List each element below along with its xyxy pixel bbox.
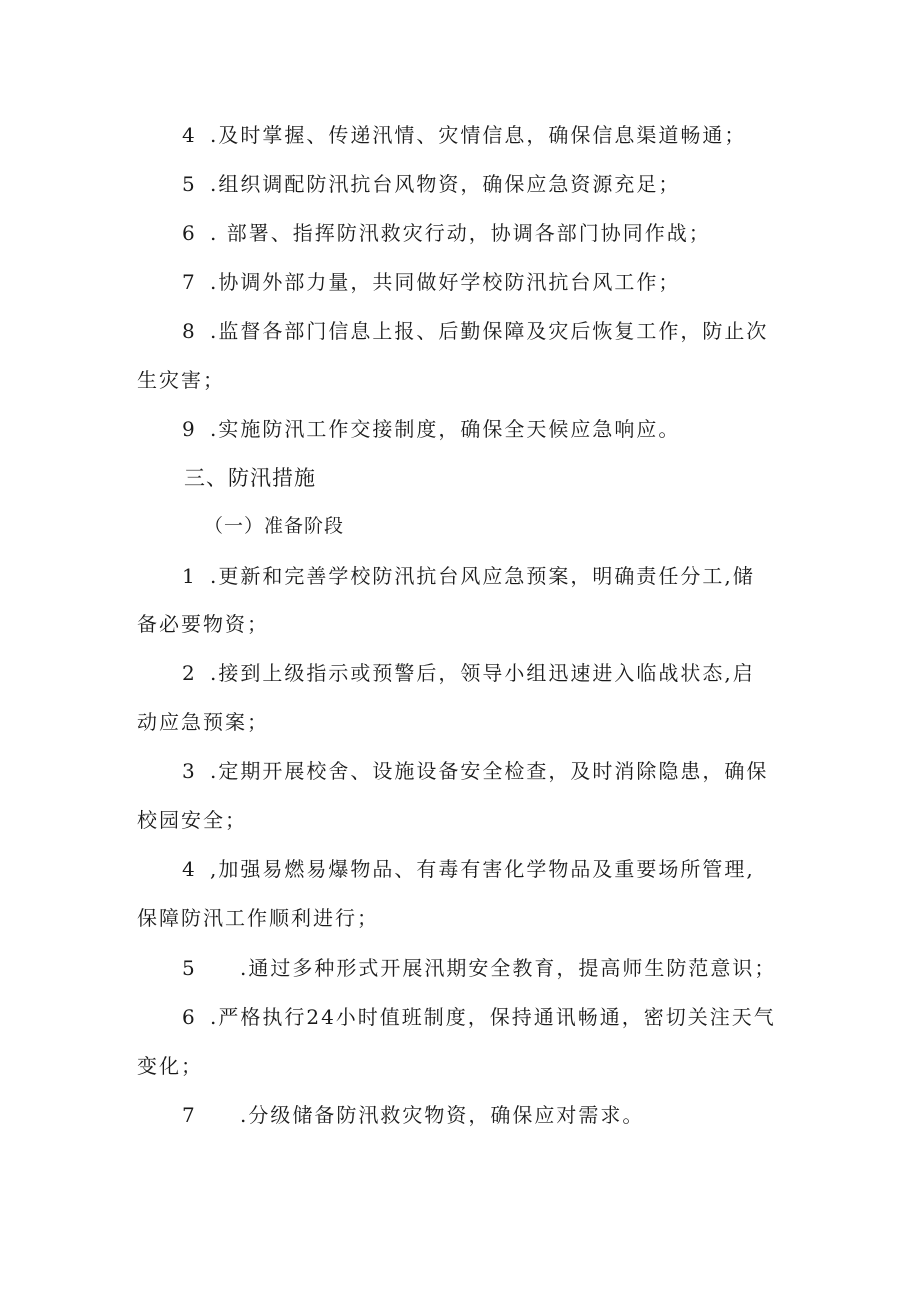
item-text: .更新和完善学校防汛抗台风应急预案，明确责任分工,储 [210, 564, 755, 588]
item-text: .接到上级指示或预警后，领导小组迅速进入临战状态,启 [210, 661, 755, 685]
item-text: ,加强易燃易爆物品、有毒有害化学物品及重要场所管理, [210, 857, 755, 881]
item-number: 5 [182, 172, 197, 196]
item-number: 9 [182, 417, 197, 441]
item-text: .协调外部力量，共同做好学校防汛抗台风工作； [210, 270, 681, 294]
item-text-continued: 生灾害； [137, 368, 225, 392]
item-number: 2 [182, 661, 197, 685]
item-text: .定期开展校舍、设施设备安全检查，及时消除隐患，确保 [210, 759, 769, 783]
item-text-continued: 保障防汛工作顺利进行； [137, 906, 379, 930]
item-text-continued: 校园安全； [137, 808, 247, 832]
item-number: 6 [182, 221, 197, 245]
item-number: 5 [182, 956, 197, 980]
item-number: 8 [182, 319, 197, 343]
subsection-heading-text: （一）准备阶段 [204, 515, 345, 537]
item-text: .实施防汛工作交接制度，确保全天候应急响应。 [210, 417, 681, 441]
item-text: .分级储备防汛救灾物资，确保应对需求。 [240, 1103, 645, 1127]
item-number: 6 [182, 1005, 197, 1029]
item-number: 1 [182, 564, 197, 588]
item-number: 4 [182, 857, 197, 881]
item-text-continued: 备必要物资； [137, 612, 269, 636]
item-number: 3 [182, 759, 197, 783]
item-text: . 部署、指挥防汛救灾行动，协调各部门协同作战； [210, 221, 711, 245]
section-heading-text: 三、防汛措施 [184, 466, 316, 490]
item-text: .及时掌握、传递汛情、灾情信息，确保信息渠道畅通； [210, 123, 747, 147]
item-text: .通过多种形式开展汛期安全教育，提高师生防范意识； [240, 956, 777, 980]
item-text-continued: 变化； [137, 1054, 203, 1078]
item-text: .监督各部门信息上报、后勤保障及灾后恢复工作，防止次 [210, 319, 769, 343]
item-text-continued: 动应急预案； [137, 710, 269, 734]
item-text: .组织调配防汛抗台风物资，确保应急资源充足； [210, 172, 681, 196]
item-number: 7 [182, 270, 197, 294]
item-number: 4 [182, 123, 197, 147]
item-number: 7 [182, 1103, 197, 1127]
item-text: .严格执行24小时值班制度，保持通讯畅通，密切关注天气 [210, 1005, 776, 1029]
